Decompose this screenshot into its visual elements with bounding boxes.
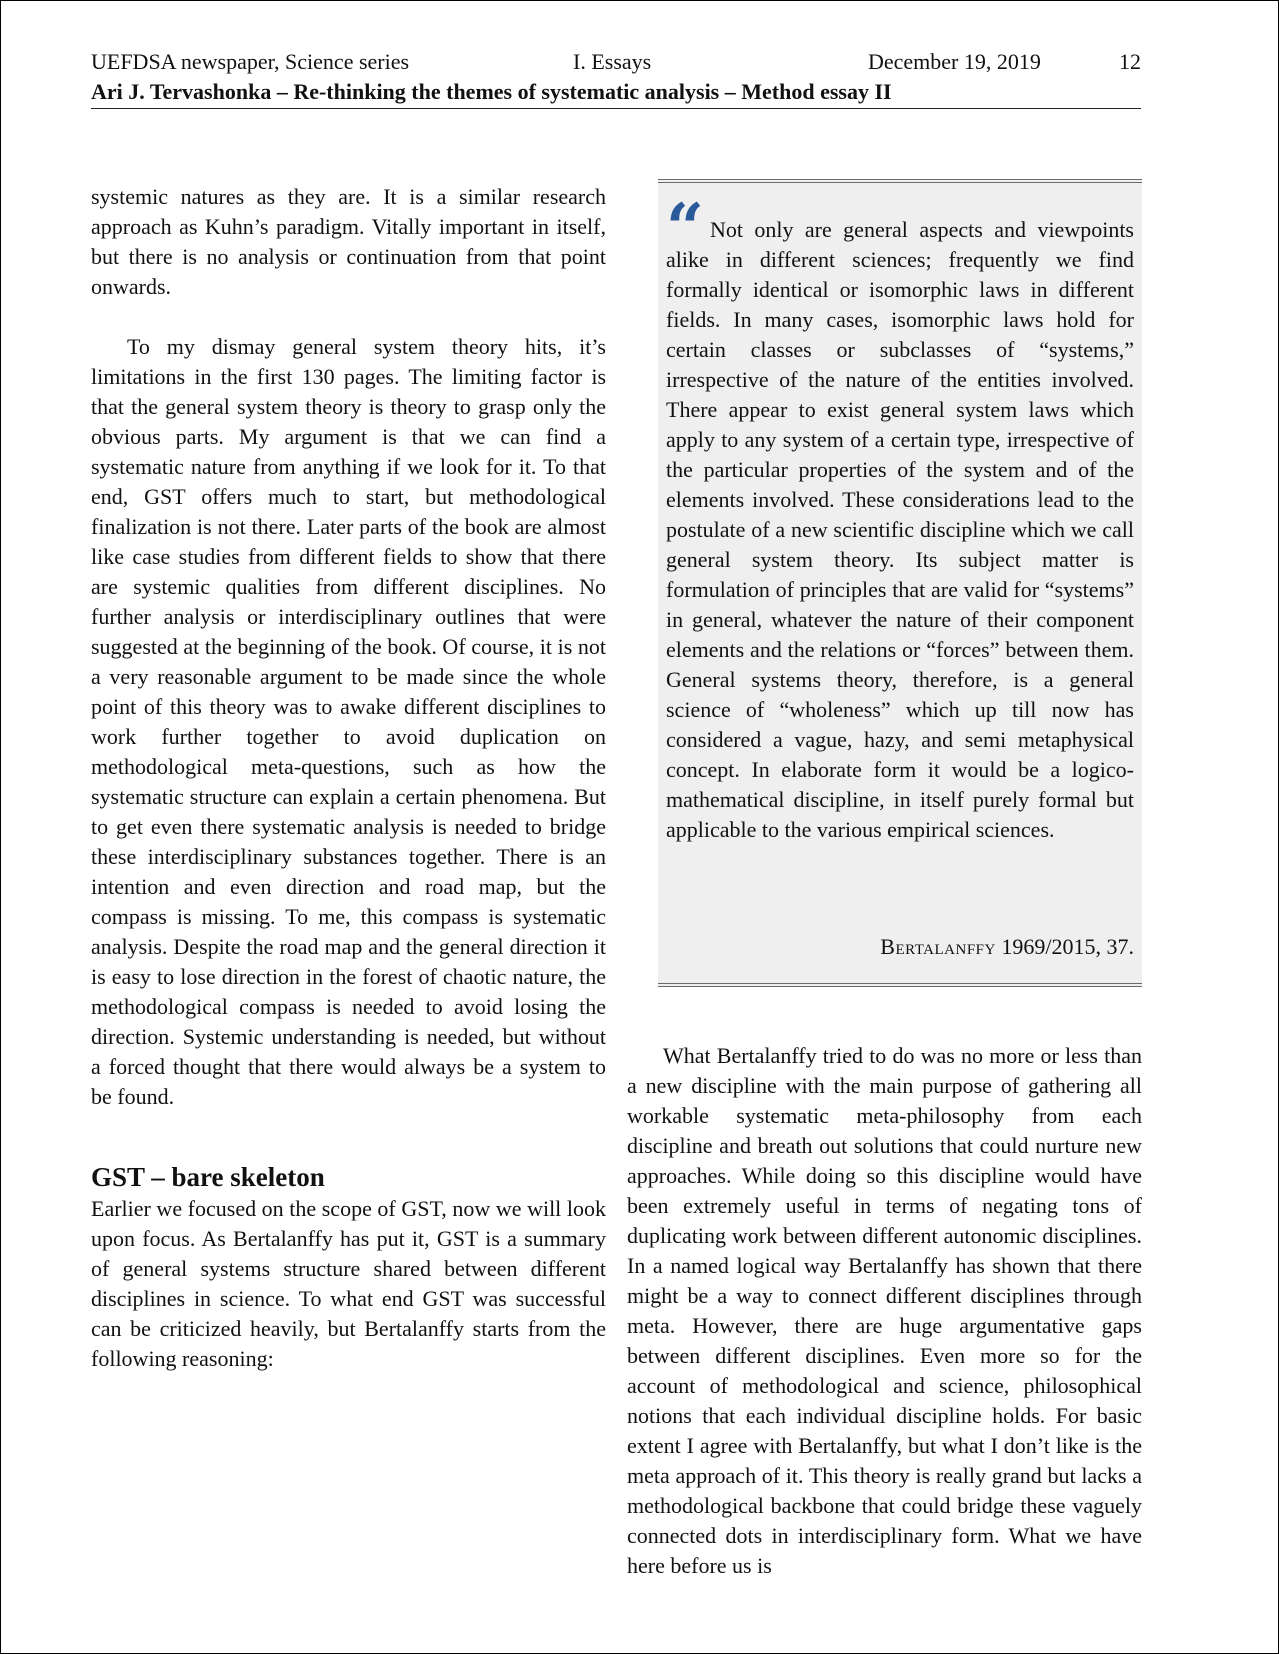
header-page-number: 12	[1119, 49, 1141, 74]
right-column	[627, 1041, 1142, 1581]
citation-author: Bertalanffy	[880, 934, 996, 959]
running-header	[91, 47, 1141, 77]
quote-text: Not only are general aspects and viewpoints alike in different sciences; frequently we find formally identical or isomorphic laws in different fields. In many cases, isomorphic laws hold for certain classes or subclasses of “systems,” irrespective of the nature of the entities involved. There appear to exist general system laws which apply to any system of a certain type, irrespective of the particular properties of the system and of the elements involved. These considerations lead to the postulate of a new scientific discipline which we call general system theory. Its subject matter is formulation of principles that are valid for “systems” in general, whatever the nature of their component elements and the relations or “forces” between them. General systems theory, therefore, is a general science of “wholeness” which up till now has considered a vague, hazy, and semi metaphysical concept. In elaborate form it would be a logico-mathematical discipline, in itself purely formal but applicable to the various empirical sciences.	[666, 217, 1134, 842]
header-running-title: Ari J. Tervashonka – Re-thinking the themes of systematic analysis – Method essay II	[91, 79, 892, 104]
paragraph: What Bertalanffy tried to do was no more or less than a new discipline with the main purpose of gathering all workable systematic meta-philosophy from each discipline and breath out solutions that could nurture new approaches. While doing so this discipline would have been extremely useful in terms of negating tons of duplicating work between different autonomic disciplines. In a named logical way Bertalanffy has shown that there might be a way to connect different disciplines through meta. However, there are huge argumentative gaps between different disciplines. Even more so for the account of methodological and science, philosophical notions that each individual discipline holds. For basic extent I agree with Bertalanffy, but what I don’t like is the meta approach of it. This theory is really grand but lacks a methodological backbone that could bridge these vaguely connected dots in interdisciplinary form. What we have here before us is	[627, 1043, 1142, 1578]
quotation-mark-icon: “	[666, 189, 704, 267]
header-publication: UEFDSA newspaper, Science series	[91, 49, 410, 74]
left-column	[91, 182, 606, 1374]
paragraph: Earlier we focused on the scope of GST, now we will look upon focus. As Bertalanffy has put it, GST is a summary of general systems structure shared between different disciplines in science. To what end GST was successful can be criticized heavily, but Bertalanffy starts from the following reasoning:	[91, 1196, 606, 1371]
paragraph: To my dismay general system theory hits, it’s limitations in the first 130 pages. The limiting factor is that the general system theory is theory to grasp only the obvious parts. My argument is that we can find a systematic nature from anything if we look for it. To that end, GST offers much to start, but methodological finalization is not there. Later parts of the book are almost like case studies from different fields to show that there are systemic qualities from different disciplines. No further analysis or interdisciplinary outlines that were suggested at the beginning of the book. Of course, it is not a very reasonable argument to be made since the whole point of this theory was to awake different disciplines to work further together to avoid duplication on methodological meta-questions, such as how the systematic structure can explain a certain phenomena. But to get even there systematic analysis is needed to bridge these interdisciplinary substances together. There is an intention and even direction and road map, but the compass is missing. To me, this compass is systematic analysis. Despite the road map and the general direction it is easy to lose direction in the forest of chaotic nature, the methodological compass is needed to avoid losing the direction. Systemic understanding is needed, but without a forced thought that there would always be a system to be found.	[91, 334, 606, 1109]
header-rule	[91, 108, 1141, 109]
block-quote	[658, 179, 1142, 987]
citation-reference: 1969/2015, 37.	[1001, 934, 1134, 959]
quote-body	[666, 189, 1134, 845]
header-section: I. Essays	[573, 49, 652, 74]
section-heading: GST – bare skeleton	[91, 1162, 325, 1192]
header-date: December 19, 2019	[868, 49, 1041, 74]
quote-citation	[880, 932, 1134, 962]
paragraph: systemic natures as they are. It is a similar research approach as Kuhn’s paradigm. Vitally important in itself, but there is no analysis or continuation from that point onwards.	[91, 184, 606, 299]
